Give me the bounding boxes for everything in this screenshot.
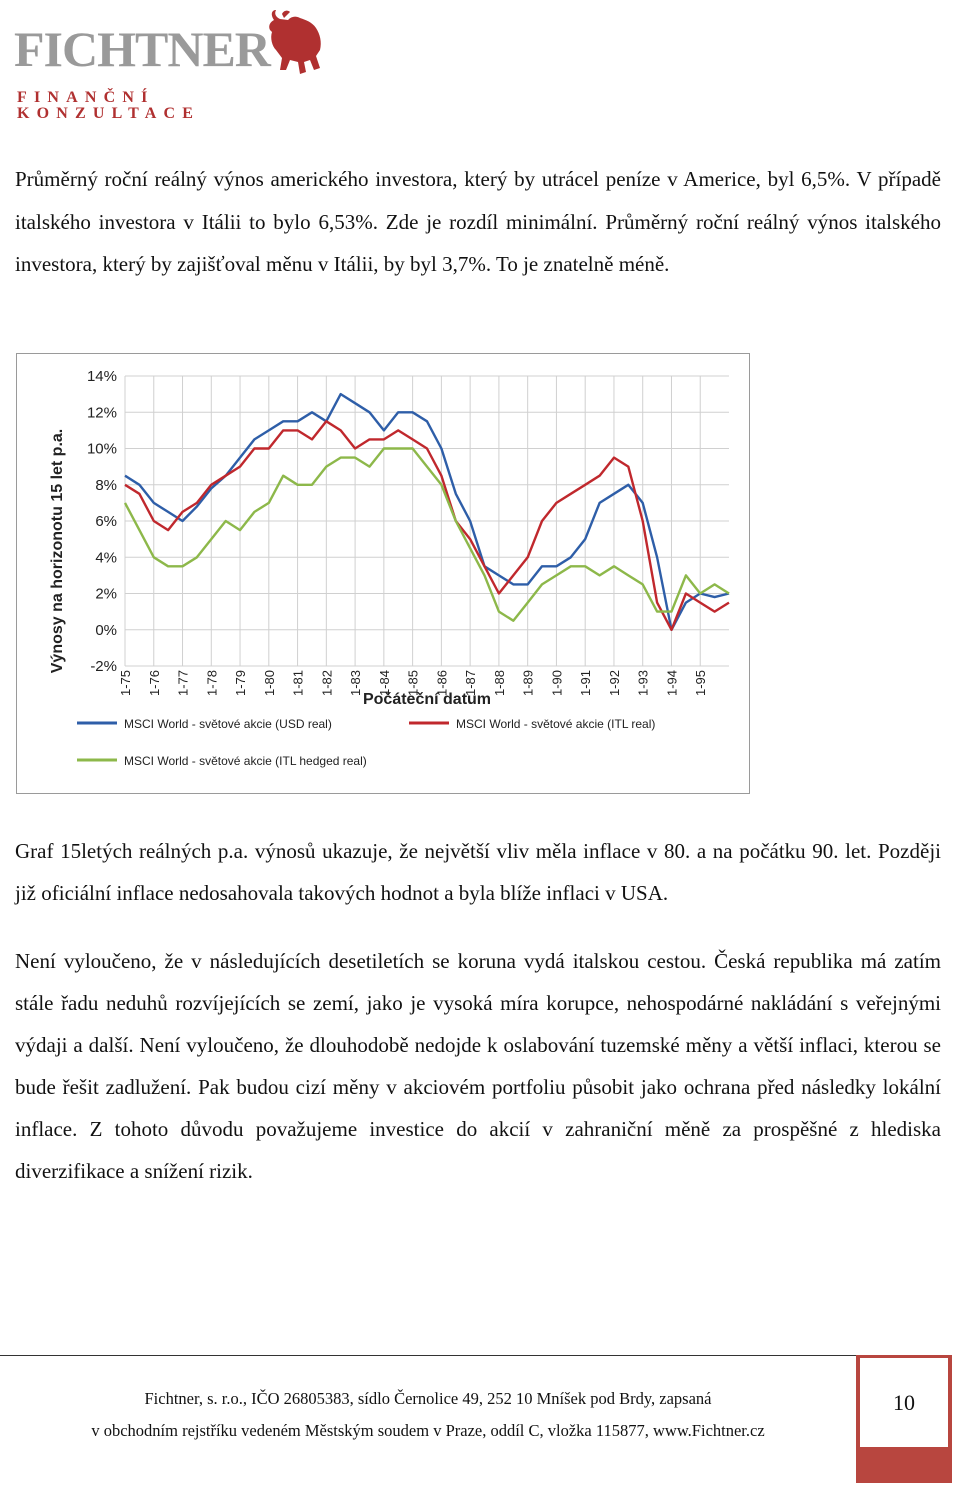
x-tick-label: 1-81 <box>290 670 306 697</box>
x-tick-label: 1-78 <box>204 670 220 697</box>
legend-label: MSCI World - světové akcie (USD real) <box>124 717 332 731</box>
y-tick-label: 10% <box>86 440 117 458</box>
x-tick-label: 1-84 <box>376 670 392 697</box>
legend-label: MSCI World - světové akcie (ITL real) <box>456 717 656 731</box>
logo-subtitle: FINANČNÍ KONZULTACE <box>17 89 201 122</box>
bull-icon <box>260 8 330 78</box>
paragraph-currency-outlook: Není vyloučeno, že v následujících desetiletích se koruna vydá italskou cestou. Česká republika má zatím stále řadu neduhů rozvíjejících se zemí, jako je vysoká míra korupce, nehospodárné nakládání s veřejnými výdaji a další. Není vyloučeno, že dlouhodobě nedojde k oslabování tuzemské měny a větší inflaci, kterou se bude řešit zadlužení. Pak budou cizí měny v akciovém portfoliu působit jako ochrana před následky lokální inflace. Z tohoto důvodu považujeme investice do akcií v zahraniční měně za prospěšné z hlediska diverzifikace a snížení rizik. <box>15 949 941 1183</box>
y-tick-label: 12% <box>86 404 117 422</box>
x-tick-label: 1-89 <box>520 670 536 697</box>
chart-canvas <box>17 354 751 795</box>
x-tick-label: 1-75 <box>118 670 133 697</box>
y-tick-label: 4% <box>95 549 117 567</box>
x-tick-label: 1-80 <box>261 670 277 697</box>
x-tick-label: 1-95 <box>693 670 709 697</box>
x-tick-label: 1-88 <box>491 670 507 697</box>
series-line-3 <box>125 449 729 621</box>
y-tick-label: 8% <box>95 476 117 494</box>
x-axis-label: Počáteční datum <box>362 691 492 708</box>
y-tick-label: -2% <box>90 658 117 675</box>
y-tick-label: 14% <box>86 368 117 385</box>
x-tick-label: 1-87 <box>463 670 479 697</box>
x-tick-label: 1-90 <box>549 670 565 697</box>
legend-label: MSCI World - světové akcie (ITL hedged real) <box>124 754 367 768</box>
footer-company-info: Fichtner, s. r.o., IČO 26805383, sídlo Černolice 49, 252 10 Mníšek pod Brdy, zapsaná <box>144 1389 712 1408</box>
x-tick-label: 1-77 <box>175 670 191 697</box>
x-tick-label: 1-85 <box>405 670 421 697</box>
footer-registry-info: v obchodním rejstříku vedeném Městským soudem v Praze, oddíl C, vložka 115877, www.Fichtner.cz <box>91 1421 765 1440</box>
x-tick-label: 1-76 <box>146 670 162 697</box>
y-axis-label: Výnosy na horizonotu 15 let p.a. <box>49 428 66 674</box>
x-tick-label: 1-86 <box>434 670 450 697</box>
x-tick-label: 1-79 <box>233 670 249 697</box>
x-tick-label: 1-82 <box>319 670 335 697</box>
y-tick-label: 0% <box>95 621 117 639</box>
series-line-1 <box>125 394 729 630</box>
x-tick-label: 1-94 <box>664 670 680 697</box>
x-tick-label: 1-92 <box>606 670 622 697</box>
y-tick-label: 6% <box>95 513 117 530</box>
x-tick-label: 1-83 <box>348 670 364 697</box>
y-tick-label: 2% <box>95 585 117 603</box>
page-number-box <box>856 1355 952 1483</box>
x-tick-label: 1-93 <box>635 670 651 697</box>
paragraph-returns-comparison: Průměrný roční reálný výnos amerického investora, který by utrácel peníze v Americe, byl 6,5%. V případě italského investora v Itálii to bylo 6,53%. Zde je rozdíl minimální. Průměrný roční reálný výnos italského investora, který by zajišťoval měnu v Itálii, by byl 3,7%. To je znatelně méně. <box>15 167 941 276</box>
x-tick-label: 1-91 <box>578 670 594 697</box>
series-line-2 <box>125 421 729 630</box>
footer-divider <box>0 1355 856 1356</box>
company-logo <box>14 8 314 122</box>
paragraph-chart-comment: Graf 15letých reálných p.a. výnosů ukazuje, že největší vliv měla inflace v 80. a na počátku 90. let. Později již oficiální inflace nedosahovala takových hodnot a byla blíže inflaci v USA. <box>15 839 941 905</box>
page-number: 10 <box>860 1358 948 1447</box>
logo-wordmark: FICHTNER <box>14 21 270 77</box>
returns-chart <box>16 353 750 794</box>
